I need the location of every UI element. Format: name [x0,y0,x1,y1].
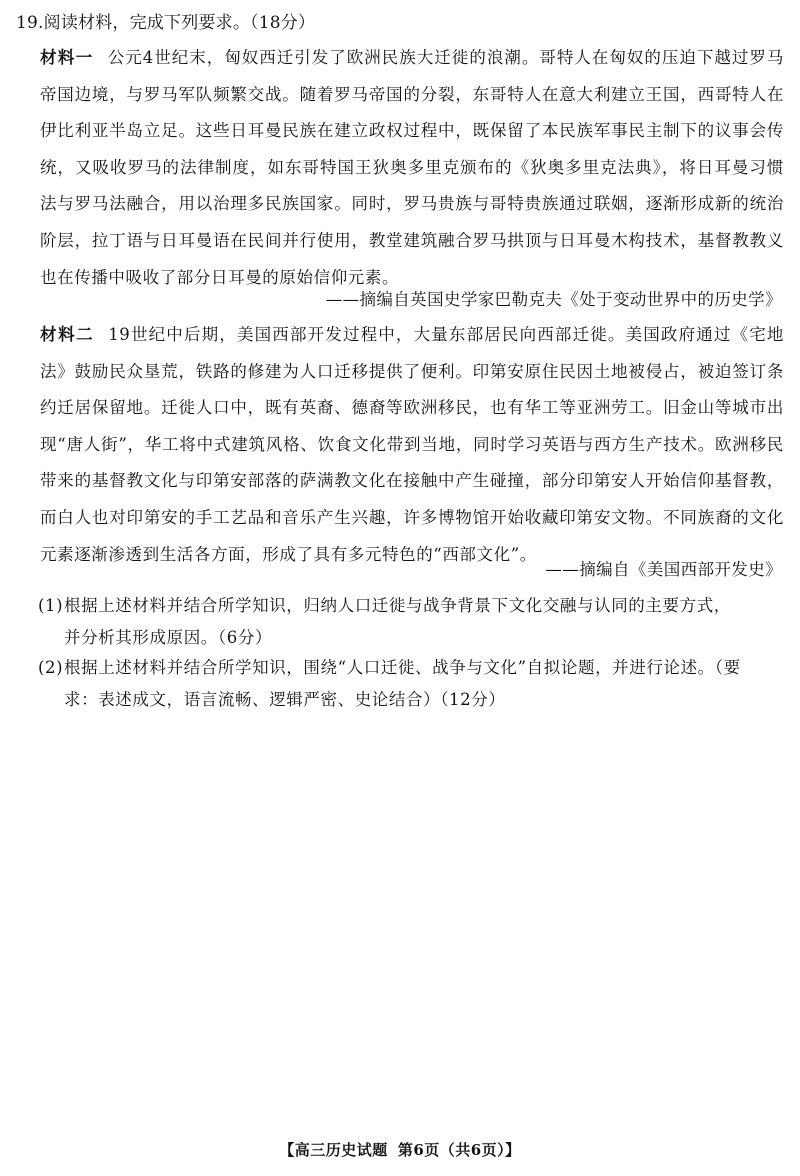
sub-question-1-number: (1) [38,596,64,615]
sub-question-2 [40,652,788,716]
material-two-text: 19世纪中后期，美国西部开发过程中，大量东部居民向西部迁徙。美国政府通过《宅地法》鼓励民众垦荒，铁路的修建为人口迁移提供了便利。印第安原住民因土地被侵占，被迫签订条约迁居保留地。迁徙人口中，既有英裔、德裔等欧洲移民，也有华工等亚洲劳工。旧金山等城市出现“唐人街”，华工将中式建筑风格、饮食文化带到当地，同时学习英语与西方生产技术。欧洲移民带来的基督教文化与印第安部落的萨满教文化在接触中产生碰撞，部分印第安人开始信仰基督教，而白人也对印第安的手工艺品和音乐产生兴趣，许多博物馆开始收藏印第安文物。不同族裔的文化元素逐渐渗透到生活各方面，形成了具有多元特色的“西部文化”。 [40,325,784,564]
material-two [40,317,784,573]
material-one-text: 公元4世纪末，匈奴西迁引发了欧洲民族大迁徙的浪潮。哥特人在匈奴的压迫下越过罗马帝国边境，与罗马军队频繁交战。随着罗马帝国的分裂，东哥特人在意大利建立王国，西哥特人在伊比利亚半岛立足。这些日耳曼民族在建立政权过程中，既保留了本民族军事民主制下的议事会传统，又吸收罗马的法律制度，如东哥特国王狄奥多里克颁布的《狄奥多里克法典》，将日耳曼习惯法与罗马法融合，用以治理多民族国家。同时，罗马贵族与哥特贵族通过联姻，逐渐形成新的统治阶层，拉丁语与日耳曼语在民间并行使用，教堂建筑融合罗马拱顶与日耳曼木构技术，基督教教义也在传播中吸收了部分日耳曼的原始信仰元素。 [40,48,784,287]
material-one-source: ——摘编自英国史学家巴勒克夫《处于变动世界中的历史学》 [325,290,782,309]
sub-question-1-line1: 根据上述材料并结合所学知识，归纳人口迁徙与战争背景下文化交融与认同的主要方式， [64,596,731,615]
material-two-source: ——摘编自《美国西部开发史》 [545,560,782,579]
question-heading: 19.阅读材料，完成下列要求。（18分） [16,13,316,33]
sub-question-2-line2: 求：表述成文，语言流畅、逻辑严密、史论结合）（12分） [64,690,506,709]
page-footer [0,1140,800,1160]
material-one-label: 材料一 [40,48,94,67]
sub-question-2-number: (2) [38,658,64,677]
sub-question-2-line1: 根据上述材料并结合所学知识，围绕“人口迁徙、战争与文化”自拟论题，并进行论述。（要 [64,658,741,677]
footer-exam-title: 【高三历史试题 [279,1141,388,1159]
footer-page-info: 第6页（共6页）】 [397,1141,521,1159]
sub-question-1-line2: 并分析其形成原因。（6分） [64,628,273,647]
material-two-label: 材料二 [40,325,95,344]
sub-question-1 [40,590,788,654]
material-one [40,40,784,296]
